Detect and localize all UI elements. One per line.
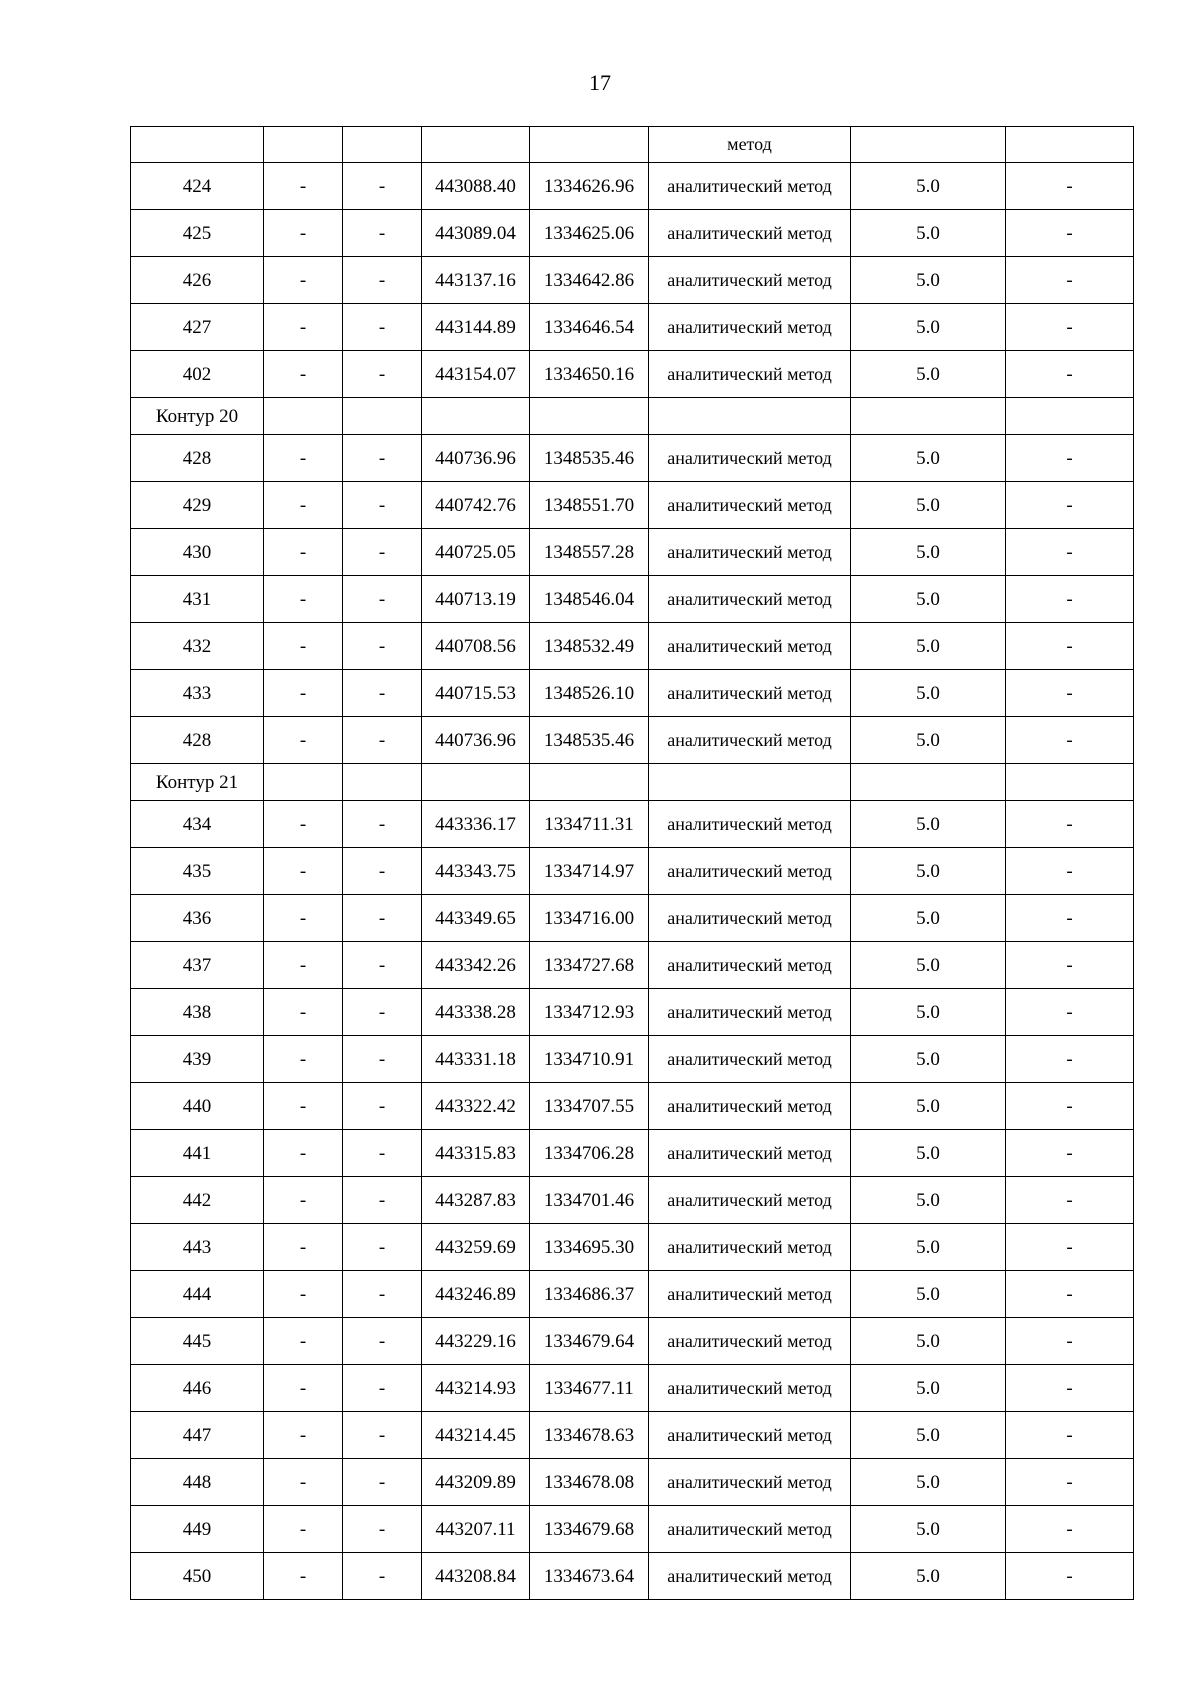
- point-number-cell: 430: [131, 529, 264, 576]
- contour-header-row: [131, 398, 1134, 435]
- dash-cell: -: [343, 1553, 422, 1600]
- x-coordinate-cell: 443088.40: [422, 163, 530, 210]
- table-row: [131, 1271, 1134, 1318]
- point-number-cell: 444: [131, 1271, 264, 1318]
- dash-cell: -: [343, 670, 422, 717]
- dash-cell: -: [264, 1036, 343, 1083]
- point-number-cell: 435: [131, 848, 264, 895]
- dash-cell: -: [1006, 1459, 1134, 1506]
- point-number-cell: 429: [131, 482, 264, 529]
- point-number-cell: 443: [131, 1224, 264, 1271]
- dash-cell: -: [264, 670, 343, 717]
- accuracy-cell: 5.0: [851, 1177, 1006, 1224]
- y-coordinate-cell: 1334626.96: [530, 163, 649, 210]
- table-row: [131, 1506, 1134, 1553]
- table-row: [131, 1224, 1134, 1271]
- accuracy-cell: 5.0: [851, 1365, 1006, 1412]
- point-number-cell: 402: [131, 351, 264, 398]
- dash-cell: -: [343, 1177, 422, 1224]
- point-number-cell: 425: [131, 210, 264, 257]
- y-coordinate-cell: 1334706.28: [530, 1130, 649, 1177]
- dash-cell: -: [264, 717, 343, 764]
- x-coordinate-cell: 443209.89: [422, 1459, 530, 1506]
- method-cell: аналитический метод: [649, 1412, 851, 1459]
- y-coordinate-cell: 1334710.91: [530, 1036, 649, 1083]
- dash-cell: -: [264, 1365, 343, 1412]
- method-cell: аналитический метод: [649, 529, 851, 576]
- point-number-cell: 434: [131, 801, 264, 848]
- x-coordinate-cell: 443229.16: [422, 1318, 530, 1365]
- method-cell: аналитический метод: [649, 895, 851, 942]
- method-cell: аналитический метод: [649, 801, 851, 848]
- dash-cell: -: [1006, 801, 1134, 848]
- x-coordinate-cell: 440736.96: [422, 435, 530, 482]
- dash-cell: -: [1006, 576, 1134, 623]
- accuracy-cell: 5.0: [851, 351, 1006, 398]
- dash-cell: -: [1006, 210, 1134, 257]
- dash-cell: -: [343, 1412, 422, 1459]
- accuracy-cell: 5.0: [851, 895, 1006, 942]
- method-cell: аналитический метод: [649, 1224, 851, 1271]
- accuracy-cell: 5.0: [851, 1224, 1006, 1271]
- dash-cell: -: [264, 1224, 343, 1271]
- x-coordinate-cell: 443246.89: [422, 1271, 530, 1318]
- dash-cell: -: [1006, 623, 1134, 670]
- point-number-cell: 442: [131, 1177, 264, 1224]
- dash-cell: -: [1006, 1365, 1134, 1412]
- table-row: [131, 623, 1134, 670]
- dash-cell: -: [264, 989, 343, 1036]
- method-cell: аналитический метод: [649, 482, 851, 529]
- dash-cell: -: [264, 1459, 343, 1506]
- x-coordinate-cell: 443342.26: [422, 942, 530, 989]
- point-number-cell: 424: [131, 163, 264, 210]
- point-number-cell: 436: [131, 895, 264, 942]
- accuracy-cell: 5.0: [851, 482, 1006, 529]
- table-row: [131, 435, 1134, 482]
- dash-cell: -: [343, 163, 422, 210]
- method-cell: аналитический метод: [649, 1271, 851, 1318]
- method-cell: аналитический метод: [649, 1459, 851, 1506]
- dash-cell: -: [343, 942, 422, 989]
- dash-cell: -: [264, 1412, 343, 1459]
- dash-cell: -: [1006, 717, 1134, 764]
- point-number-cell: 428: [131, 435, 264, 482]
- y-coordinate-cell: 1334686.37: [530, 1271, 649, 1318]
- dash-cell: -: [264, 257, 343, 304]
- dash-cell: -: [1006, 670, 1134, 717]
- table-row: [131, 1036, 1134, 1083]
- x-coordinate-cell: 443336.17: [422, 801, 530, 848]
- accuracy-cell: 5.0: [851, 1553, 1006, 1600]
- dash-cell: -: [1006, 435, 1134, 482]
- table-row: [131, 1553, 1134, 1600]
- accuracy-cell: 5.0: [851, 435, 1006, 482]
- point-number-cell: 439: [131, 1036, 264, 1083]
- point-number-cell: 441: [131, 1130, 264, 1177]
- point-number-cell: 438: [131, 989, 264, 1036]
- point-number-cell: 448: [131, 1459, 264, 1506]
- dash-cell: -: [264, 435, 343, 482]
- dash-cell: -: [343, 576, 422, 623]
- dash-cell: -: [1006, 163, 1134, 210]
- dash-cell: -: [343, 1459, 422, 1506]
- method-cell: аналитический метод: [649, 576, 851, 623]
- table-row: [131, 989, 1134, 1036]
- method-cell: аналитический метод: [649, 717, 851, 764]
- dash-cell: -: [264, 304, 343, 351]
- dash-cell: -: [264, 482, 343, 529]
- x-coordinate-cell: 443214.93: [422, 1365, 530, 1412]
- dash-cell: -: [343, 717, 422, 764]
- dash-cell: -: [1006, 1553, 1134, 1600]
- dash-cell: -: [264, 1553, 343, 1600]
- accuracy-cell: 5.0: [851, 210, 1006, 257]
- accuracy-cell: 5.0: [851, 623, 1006, 670]
- dash-cell: -: [1006, 1083, 1134, 1130]
- table-row: [131, 942, 1134, 989]
- contour-header-row: [131, 764, 1134, 801]
- point-number-cell: 450: [131, 1553, 264, 1600]
- dash-cell: -: [1006, 1506, 1134, 1553]
- dash-cell: -: [264, 1130, 343, 1177]
- method-cell: аналитический метод: [649, 1553, 851, 1600]
- coordinates-table-body: [131, 127, 1134, 1600]
- y-coordinate-cell: 1334678.08: [530, 1459, 649, 1506]
- table-row: [131, 163, 1134, 210]
- table-row: [131, 1412, 1134, 1459]
- y-coordinate-cell: 1334707.55: [530, 1083, 649, 1130]
- dash-cell: -: [1006, 257, 1134, 304]
- dash-cell: -: [1006, 942, 1134, 989]
- table-row: [131, 210, 1134, 257]
- accuracy-cell: 5.0: [851, 1083, 1006, 1130]
- x-coordinate-cell: 443259.69: [422, 1224, 530, 1271]
- method-cell: аналитический метод: [649, 1177, 851, 1224]
- point-number-cell: 445: [131, 1318, 264, 1365]
- x-coordinate-cell: 443331.18: [422, 1036, 530, 1083]
- accuracy-cell: 5.0: [851, 1459, 1006, 1506]
- accuracy-cell: 5.0: [851, 670, 1006, 717]
- accuracy-cell: 5.0: [851, 304, 1006, 351]
- point-number-cell: 447: [131, 1412, 264, 1459]
- point-number-cell: 449: [131, 1506, 264, 1553]
- method-cell: аналитический метод: [649, 989, 851, 1036]
- x-coordinate-cell: 443338.28: [422, 989, 530, 1036]
- table-row: [131, 576, 1134, 623]
- dash-cell: -: [264, 895, 343, 942]
- table-row: [131, 848, 1134, 895]
- point-number-cell: 426: [131, 257, 264, 304]
- x-coordinate-cell: 440715.53: [422, 670, 530, 717]
- method-cell: аналитический метод: [649, 1318, 851, 1365]
- dash-cell: -: [343, 801, 422, 848]
- dash-cell: -: [1006, 1130, 1134, 1177]
- dash-cell: -: [1006, 351, 1134, 398]
- x-coordinate-cell: 443144.89: [422, 304, 530, 351]
- method-cell: аналитический метод: [649, 435, 851, 482]
- y-coordinate-cell: 1334678.63: [530, 1412, 649, 1459]
- point-number-cell: 440: [131, 1083, 264, 1130]
- dash-cell: -: [343, 304, 422, 351]
- y-coordinate-cell: 1334695.30: [530, 1224, 649, 1271]
- x-coordinate-cell: 443287.83: [422, 1177, 530, 1224]
- method-cell: аналитический метод: [649, 257, 851, 304]
- dash-cell: -: [264, 623, 343, 670]
- y-coordinate-cell: 1334679.64: [530, 1318, 649, 1365]
- x-coordinate-cell: 443349.65: [422, 895, 530, 942]
- coordinates-table: [130, 126, 1134, 1600]
- dash-cell: -: [264, 163, 343, 210]
- dash-cell: -: [1006, 848, 1134, 895]
- method-cell: аналитический метод: [649, 351, 851, 398]
- dash-cell: -: [1006, 482, 1134, 529]
- dash-cell: -: [343, 210, 422, 257]
- accuracy-cell: 5.0: [851, 1271, 1006, 1318]
- method-cell: аналитический метод: [649, 163, 851, 210]
- table-row: [131, 1459, 1134, 1506]
- method-cell: аналитический метод: [649, 210, 851, 257]
- x-coordinate-cell: 440708.56: [422, 623, 530, 670]
- accuracy-cell: 5.0: [851, 529, 1006, 576]
- method-cell: метод: [649, 127, 851, 163]
- table-row: [131, 670, 1134, 717]
- dash-cell: -: [1006, 1412, 1134, 1459]
- y-coordinate-cell: 1334701.46: [530, 1177, 649, 1224]
- dash-cell: -: [264, 1318, 343, 1365]
- accuracy-cell: 5.0: [851, 576, 1006, 623]
- point-number-cell: 431: [131, 576, 264, 623]
- y-coordinate-cell: 1334650.16: [530, 351, 649, 398]
- dash-cell: -: [343, 895, 422, 942]
- table-row: [131, 304, 1134, 351]
- method-cell: аналитический метод: [649, 942, 851, 989]
- dash-cell: -: [1006, 1318, 1134, 1365]
- table-row: [131, 1083, 1134, 1130]
- contour-label: Контур 21: [131, 764, 264, 801]
- x-coordinate-cell: 443207.11: [422, 1506, 530, 1553]
- accuracy-cell: 5.0: [851, 801, 1006, 848]
- y-coordinate-cell: 1334679.68: [530, 1506, 649, 1553]
- dash-cell: -: [264, 1177, 343, 1224]
- method-cell: аналитический метод: [649, 848, 851, 895]
- accuracy-cell: 5.0: [851, 848, 1006, 895]
- accuracy-cell: 5.0: [851, 1318, 1006, 1365]
- method-cell: аналитический метод: [649, 304, 851, 351]
- table-row: [131, 1365, 1134, 1412]
- dash-cell: -: [1006, 1036, 1134, 1083]
- dash-cell: -: [1006, 529, 1134, 576]
- dash-cell: -: [264, 529, 343, 576]
- table-row: [131, 717, 1134, 764]
- dash-cell: -: [343, 435, 422, 482]
- y-coordinate-cell: 1334625.06: [530, 210, 649, 257]
- table-row: [131, 351, 1134, 398]
- continuation-row: [131, 127, 1134, 163]
- dash-cell: -: [343, 1506, 422, 1553]
- accuracy-cell: 5.0: [851, 1412, 1006, 1459]
- dash-cell: -: [343, 848, 422, 895]
- table-row: [131, 895, 1134, 942]
- dash-cell: -: [343, 482, 422, 529]
- accuracy-cell: 5.0: [851, 1506, 1006, 1553]
- dash-cell: -: [343, 351, 422, 398]
- x-coordinate-cell: 443137.16: [422, 257, 530, 304]
- point-number-cell: 433: [131, 670, 264, 717]
- table-row: [131, 257, 1134, 304]
- contour-label: Контур 20: [131, 398, 264, 435]
- x-coordinate-cell: 443089.04: [422, 210, 530, 257]
- y-coordinate-cell: 1348532.49: [530, 623, 649, 670]
- dash-cell: -: [264, 1506, 343, 1553]
- dash-cell: -: [1006, 1224, 1134, 1271]
- dash-cell: -: [264, 1271, 343, 1318]
- dash-cell: -: [343, 1036, 422, 1083]
- x-coordinate-cell: 443315.83: [422, 1130, 530, 1177]
- accuracy-cell: 5.0: [851, 163, 1006, 210]
- accuracy-cell: 5.0: [851, 1130, 1006, 1177]
- y-coordinate-cell: 1334642.86: [530, 257, 649, 304]
- table-row: [131, 801, 1134, 848]
- x-coordinate-cell: 440713.19: [422, 576, 530, 623]
- point-number-cell: 428: [131, 717, 264, 764]
- y-coordinate-cell: 1334716.00: [530, 895, 649, 942]
- y-coordinate-cell: 1348551.70: [530, 482, 649, 529]
- table-row: [131, 1177, 1134, 1224]
- table-row: [131, 1130, 1134, 1177]
- y-coordinate-cell: 1334714.97: [530, 848, 649, 895]
- dash-cell: -: [1006, 1271, 1134, 1318]
- y-coordinate-cell: 1334673.64: [530, 1553, 649, 1600]
- point-number-cell: 437: [131, 942, 264, 989]
- dash-cell: -: [264, 210, 343, 257]
- dash-cell: -: [343, 1130, 422, 1177]
- table-row: [131, 482, 1134, 529]
- y-coordinate-cell: 1334712.93: [530, 989, 649, 1036]
- dash-cell: -: [1006, 1177, 1134, 1224]
- dash-cell: -: [343, 989, 422, 1036]
- dash-cell: -: [343, 1224, 422, 1271]
- y-coordinate-cell: 1348526.10: [530, 670, 649, 717]
- dash-cell: -: [343, 1318, 422, 1365]
- dash-cell: -: [264, 576, 343, 623]
- accuracy-cell: 5.0: [851, 1036, 1006, 1083]
- point-number-cell: 446: [131, 1365, 264, 1412]
- x-coordinate-cell: 440742.76: [422, 482, 530, 529]
- y-coordinate-cell: 1348557.28: [530, 529, 649, 576]
- y-coordinate-cell: 1334646.54: [530, 304, 649, 351]
- accuracy-cell: 5.0: [851, 717, 1006, 764]
- accuracy-cell: 5.0: [851, 257, 1006, 304]
- dash-cell: -: [264, 942, 343, 989]
- method-cell: аналитический метод: [649, 1130, 851, 1177]
- y-coordinate-cell: 1334727.68: [530, 942, 649, 989]
- dash-cell: -: [1006, 304, 1134, 351]
- y-coordinate-cell: 1348535.46: [530, 717, 649, 764]
- method-cell: аналитический метод: [649, 670, 851, 717]
- dash-cell: -: [1006, 989, 1134, 1036]
- dash-cell: -: [343, 529, 422, 576]
- dash-cell: -: [343, 1365, 422, 1412]
- dash-cell: -: [264, 848, 343, 895]
- dash-cell: -: [343, 257, 422, 304]
- method-cell: аналитический метод: [649, 1036, 851, 1083]
- dash-cell: -: [343, 1271, 422, 1318]
- accuracy-cell: 5.0: [851, 942, 1006, 989]
- x-coordinate-cell: 443322.42: [422, 1083, 530, 1130]
- table-row: [131, 529, 1134, 576]
- method-cell: аналитический метод: [649, 1365, 851, 1412]
- x-coordinate-cell: 443208.84: [422, 1553, 530, 1600]
- dash-cell: -: [343, 623, 422, 670]
- x-coordinate-cell: 443154.07: [422, 351, 530, 398]
- y-coordinate-cell: 1348535.46: [530, 435, 649, 482]
- point-number-cell: 427: [131, 304, 264, 351]
- dash-cell: -: [1006, 895, 1134, 942]
- dash-cell: -: [264, 1083, 343, 1130]
- dash-cell: -: [264, 351, 343, 398]
- x-coordinate-cell: 440736.96: [422, 717, 530, 764]
- y-coordinate-cell: 1334677.11: [530, 1365, 649, 1412]
- y-coordinate-cell: 1334711.31: [530, 801, 649, 848]
- method-cell: аналитический метод: [649, 623, 851, 670]
- y-coordinate-cell: 1348546.04: [530, 576, 649, 623]
- x-coordinate-cell: 443214.45: [422, 1412, 530, 1459]
- x-coordinate-cell: 443343.75: [422, 848, 530, 895]
- method-cell: аналитический метод: [649, 1083, 851, 1130]
- accuracy-cell: 5.0: [851, 989, 1006, 1036]
- method-cell: аналитический метод: [649, 1506, 851, 1553]
- x-coordinate-cell: 440725.05: [422, 529, 530, 576]
- table-row: [131, 1318, 1134, 1365]
- dash-cell: -: [343, 1083, 422, 1130]
- dash-cell: -: [264, 801, 343, 848]
- point-number-cell: 432: [131, 623, 264, 670]
- page-number: 17: [589, 70, 611, 95]
